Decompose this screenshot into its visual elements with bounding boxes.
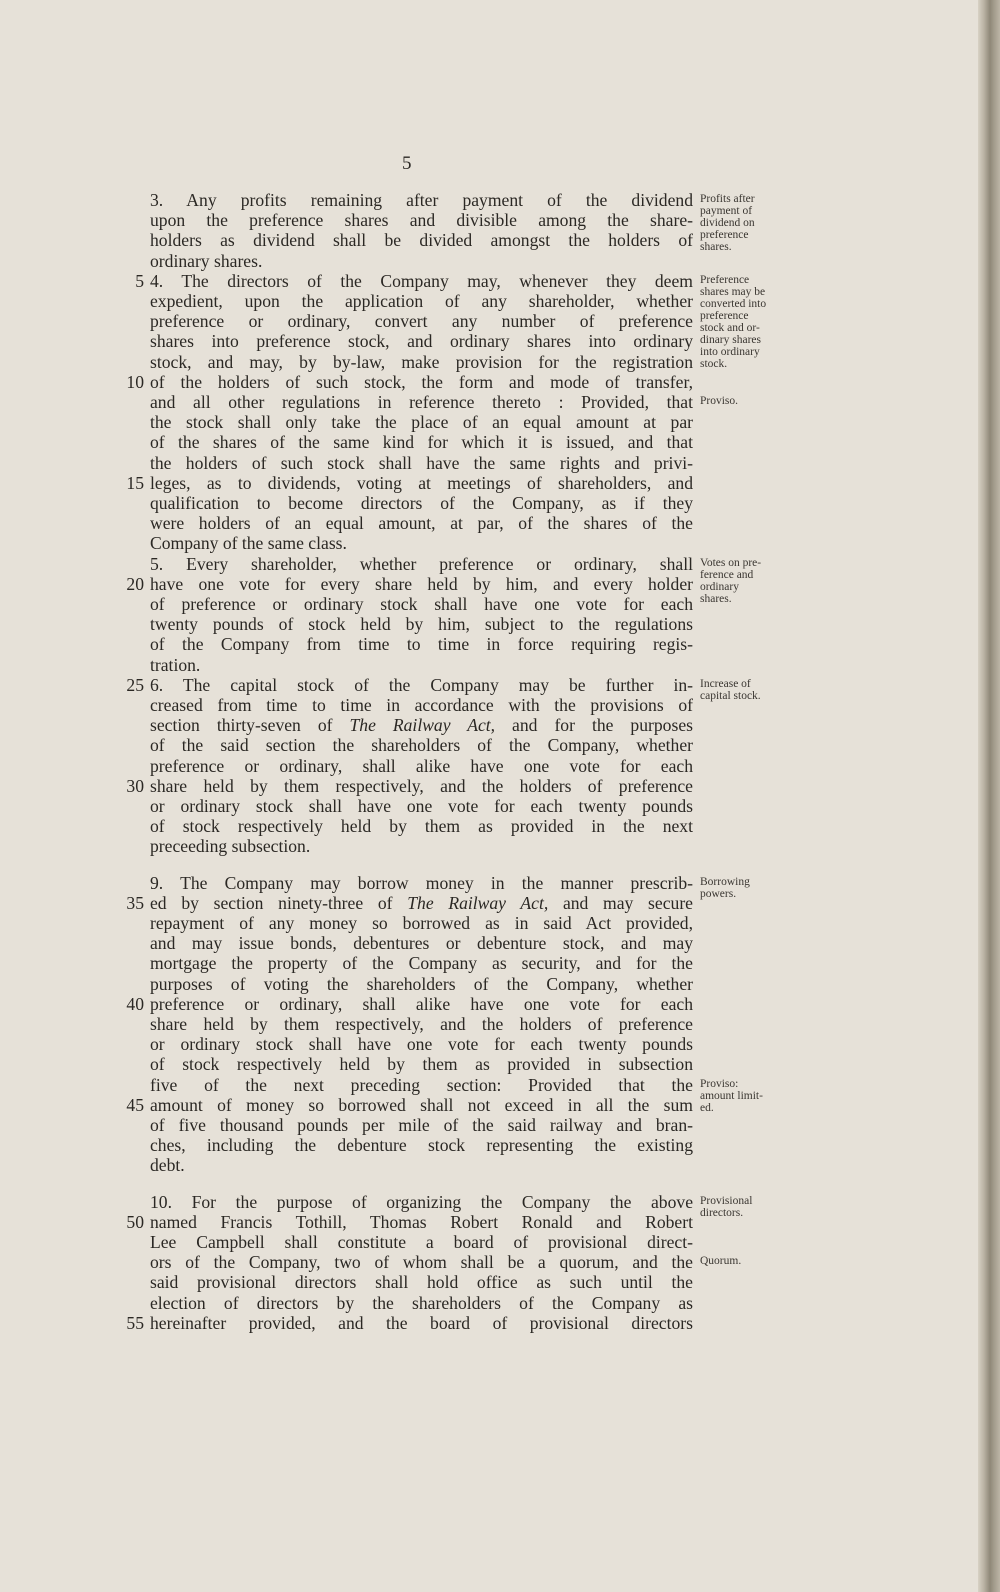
line-number: 25	[126, 674, 144, 695]
line-number: 40	[126, 993, 144, 1014]
text-line: creased from time to time in accordance with the provisions of	[150, 695, 693, 715]
text-line: expedient, upon the application of any shareholder, whether	[150, 291, 693, 311]
marginal-note: Proviso: amount limit- ed.	[700, 1077, 763, 1114]
text-line: ors of the Company, two of whom shall be a quorum, and the	[150, 1252, 693, 1273]
text-line: Lee Campbell shall constitute a board of provisional direct-	[150, 1232, 693, 1252]
text-line: 3. Any profits remaining after payment of the dividend	[150, 190, 693, 210]
text-line: stock, and may, by by-law, make provision for the registration	[150, 351, 693, 372]
line-number: 55	[126, 1312, 144, 1333]
text-line: repayment of any money so borrowed as in said Act provided,	[150, 913, 693, 933]
text-line: section thirty-seven of The Railway Act, and for the purposes	[150, 715, 693, 736]
text-line: and may issue bonds, debentures or debenture stock, and may	[150, 933, 693, 954]
line-number: 30	[126, 775, 144, 796]
marginal-note: Provisional directors.	[700, 1194, 753, 1219]
text-line: leges, as to dividends, voting at meetings of shareholders, and	[150, 472, 693, 493]
text-line: Company of the same class.	[150, 533, 347, 554]
text-line: of the said section the shareholders of the Company, whether	[150, 735, 693, 756]
text-line: of stock respectively held by them as provided in subsection	[150, 1054, 693, 1075]
line-number: 20	[126, 573, 144, 594]
text-line: of the shares of the same kind for which it is issued, and that	[150, 432, 693, 453]
text-line: ed by section ninety-three of The Railway Act, and may secure	[150, 892, 693, 913]
text-line: preceeding subsection.	[150, 836, 311, 857]
text-line: 4. The directors of the Company may, whenever they deem	[150, 270, 693, 291]
text-line: have one vote for every share held by him, and every holder	[150, 573, 693, 594]
marginal-note: Proviso.	[700, 395, 739, 407]
text-line: the stock shall only take the place of an equal amount at par	[150, 412, 693, 433]
text-line: holders as dividend shall be divided amongst the holders of	[150, 230, 693, 251]
text-line: of the holders of such stock, the form and mode of transfer,	[150, 371, 693, 392]
text-line: mortgage the property of the Company as security, and for the	[150, 953, 693, 974]
text-line: named Francis Tothill, Thomas Robert Ronald and Robert	[150, 1211, 693, 1232]
line-number: 35	[126, 892, 144, 913]
line-number: 10	[126, 371, 144, 392]
text-line: were holders of an equal amount, at par, of the shares of the	[150, 513, 693, 534]
text-line: debt.	[150, 1155, 185, 1176]
text-line: 6. The capital stock of the Company may be further in-	[150, 674, 693, 695]
text-line: 9. The Company may borrow money in the manner prescrib-	[150, 872, 693, 893]
text-line: shares into preference stock, and ordinary shares into ordinary	[150, 331, 693, 352]
text-line: amount of money so borrowed shall not exceed in all the sum	[150, 1094, 693, 1115]
text-line: upon the preference shares and divisible among the share-	[150, 210, 693, 231]
text-line: of five thousand pounds per mile of the said railway and bran-	[150, 1115, 693, 1135]
line-number: 15	[126, 472, 144, 493]
marginal-note: Borrowing powers.	[700, 875, 750, 900]
text-line: share held by them respectively, and the holders of preference	[150, 1014, 693, 1034]
text-line: or ordinary stock shall have one vote for each twenty pounds	[150, 1034, 693, 1055]
text-line: 5. Every shareholder, whether preference or ordinary, shall	[150, 553, 693, 574]
text-line: of preference or ordinary stock shall have one vote for each	[150, 594, 693, 614]
text-line: the holders of such stock shall have the same rights and privi-	[150, 452, 693, 473]
line-number: 50	[126, 1211, 144, 1232]
text-line: tration.	[150, 654, 201, 675]
text-line: ordinary shares.	[150, 250, 263, 271]
marginal-note: Preference shares may be converted into preference stock and or- dinary shares into ordinary stock.	[700, 273, 767, 370]
text-line: qualification to become directors of the Company, as if they	[150, 493, 693, 513]
text-line: hereinafter provided, and the board of provisional directors	[150, 1312, 693, 1333]
marginal-note: Increase of capital stock.	[700, 677, 761, 702]
text-line: preference or ordinary, shall alike have one vote for each	[150, 755, 693, 776]
text-line: share held by them respectively, and the holders of preference	[150, 775, 693, 796]
text-line: preference or ordinary, shall alike have one vote for each	[150, 993, 693, 1014]
text-line: preference or ordinary, convert any number of preference	[150, 311, 693, 332]
line-number: 5	[135, 270, 144, 291]
text-line: ches, including the debenture stock representing the existing	[150, 1135, 693, 1156]
marginal-note: Profits after payment of dividend on preference shares.	[700, 193, 755, 253]
text-line: or ordinary stock shall have one vote for each twenty pounds	[150, 796, 693, 816]
text-line: purposes of voting the shareholders of the Company, whether	[150, 973, 693, 994]
marginal-note: Votes on pre- ference and ordinary shares.	[700, 556, 762, 605]
text-line: of stock respectively held by them as provided in the next	[150, 816, 693, 837]
text-line: 10. For the purpose of organizing the Company the above	[150, 1191, 693, 1212]
text-line: of the Company from time to time in force requiring regis-	[150, 634, 693, 655]
text-line: five of the next preceding section: Provided that the	[150, 1074, 693, 1095]
text-line: twenty pounds of stock held by him, subject to the regulations	[150, 614, 693, 635]
text-line: and all other regulations in reference thereto : Provided, that	[150, 392, 693, 412]
text-line: said provisional directors shall hold office as such until the	[150, 1272, 693, 1293]
marginal-note: Quorum.	[700, 1255, 742, 1268]
page-number: 5	[402, 153, 412, 174]
line-number: 45	[126, 1094, 144, 1115]
text-line: election of directors by the shareholders of the Company as	[150, 1292, 693, 1313]
